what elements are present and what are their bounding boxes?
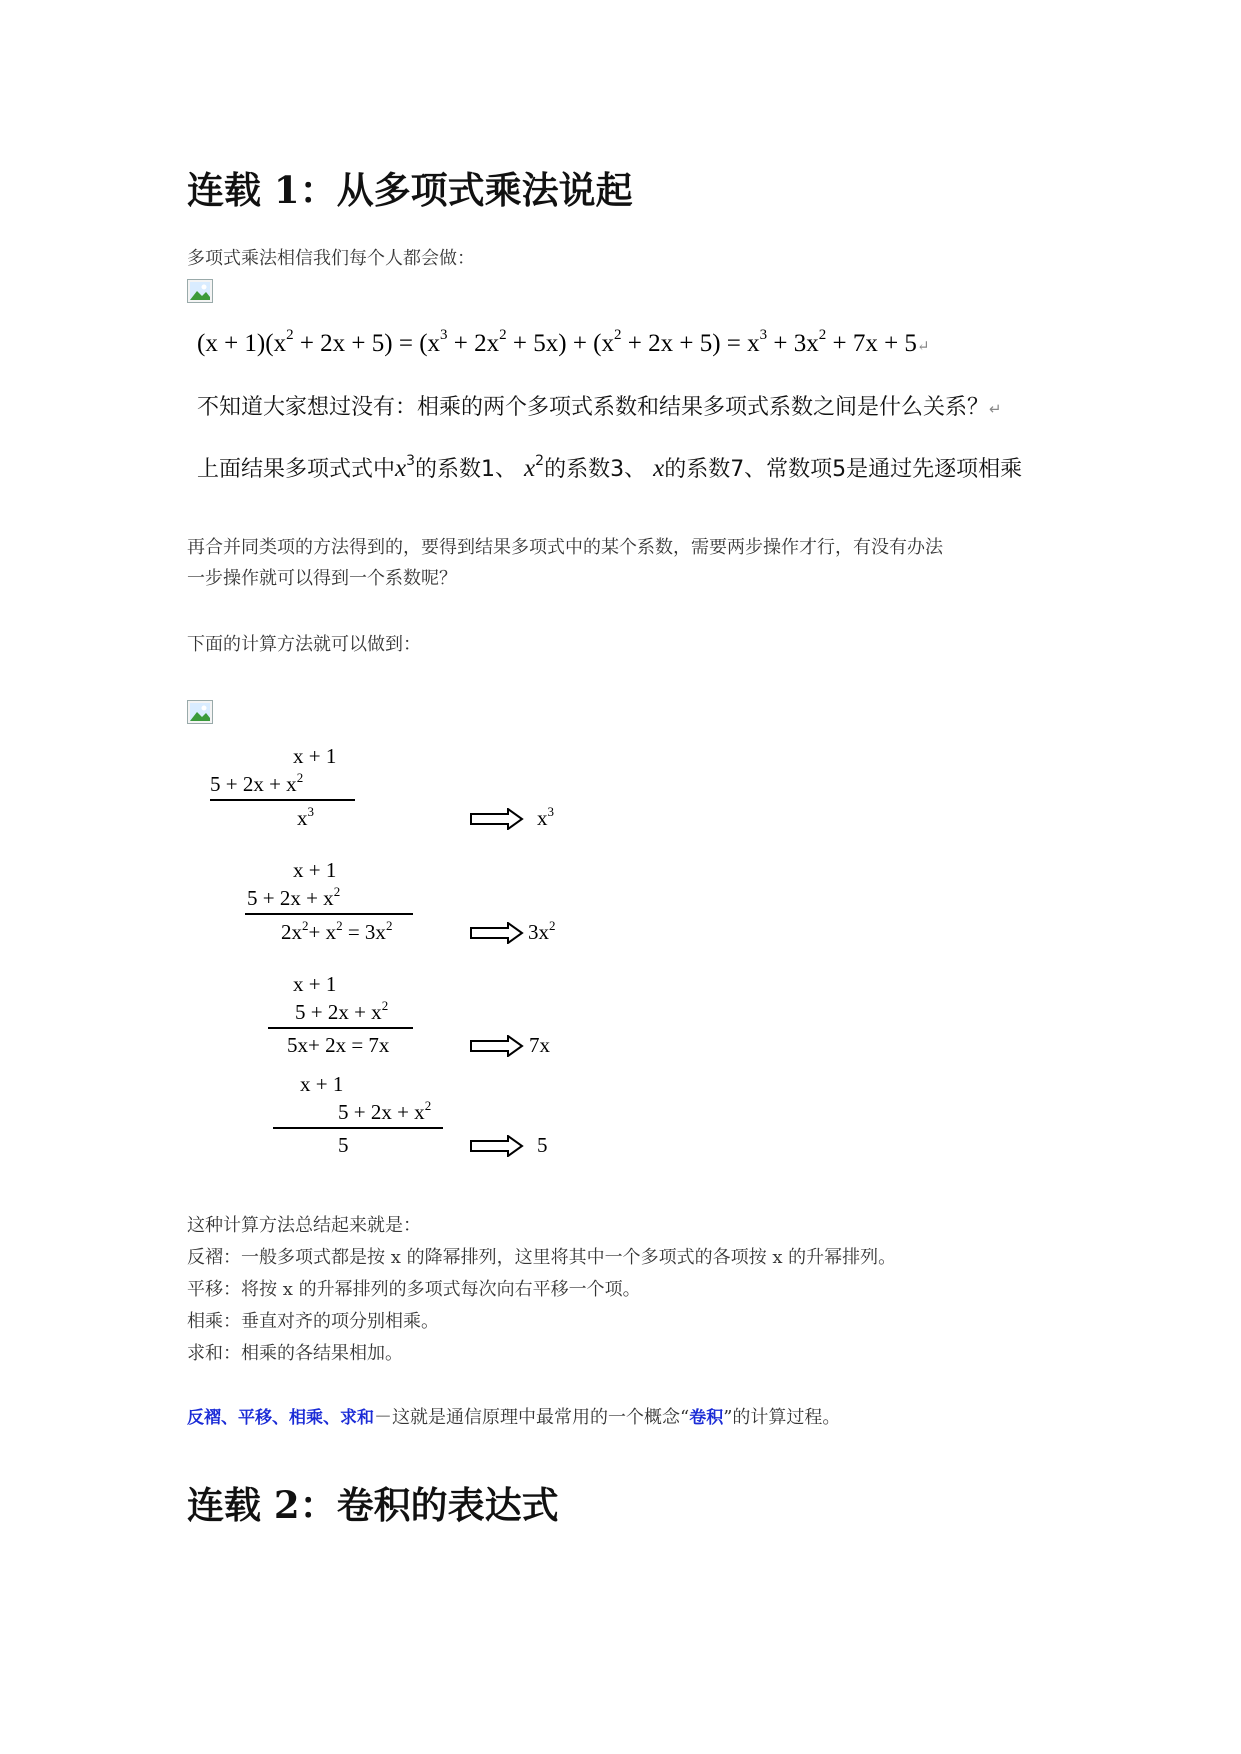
calc-top: x + 1 [293, 858, 337, 882]
summary-title: 这种计算方法总结起来就是： [187, 1215, 421, 1236]
formula-line: $(x + 1)(x^2 + 2x + 5) = (x^3 + 2x^2 + 5x) + (x^2 + 2x + 5) = x^3 + 3x^2 + 7x$ + 5↵ [197, 327, 930, 357]
image-placeholder-icon [187, 700, 213, 724]
return-mark: ↵ [916, 339, 930, 355]
section-title-2: 连载 2：卷积的表达式 [187, 1483, 559, 1527]
section-title-1: 连载 1：从多项式乘法说起 [187, 168, 633, 212]
calc-rule [245, 913, 413, 915]
calc-rule [268, 1027, 413, 1029]
calc-result: $x^3$ [297, 804, 314, 830]
step-item: 相乘：垂直对齐的项分别相乘。 [187, 1311, 439, 1332]
paragraph-line: 下面的计算方法就可以做到： [187, 634, 421, 655]
calc-bottom: $5 + 2x + x^2$ [247, 884, 341, 910]
calc-result: $2x^2+ x^2 = 3x^2$ [281, 918, 393, 944]
step-item: 平移：将按 x 的升幂排列的多项式每次向右平移一个项。 [187, 1279, 641, 1300]
highlight-keyword: 卷积 [689, 1408, 724, 1428]
conclusion-line: 反褶、平移、相乘、求和－这就是通信原理中最常用的一个概念“卷积”的计算过程。 [187, 1407, 841, 1428]
calc-bottom: $5 + 2x + x^2$ [295, 998, 389, 1024]
calc-result: 5x+ 2x = 7x [287, 1033, 390, 1057]
return-mark: ↵ [989, 400, 1002, 418]
calc-bottom: $5 + 2x + x^2$ [210, 770, 304, 796]
intro-text: 多项式乘法相信我们每个人都会做： [187, 248, 475, 269]
coefficient-line: 上面结果多项式式中$x^3$的系数1、 $x^2$的系数3、 x的系数7、常数项5是通过先逐项相乘 [197, 453, 1023, 482]
paragraph-line: 再合并同类项的方法得到的，要得到结果多项式中的某个系数，需要两步操作才行，有没有办法 [187, 537, 943, 558]
question-line: 不知道大家想过没有：相乘的两个多项式系数和结果多项式系数之间是什么关系？↵ [197, 395, 1002, 420]
highlight-steps: 反褶、平移、相乘、求和 [187, 1408, 374, 1428]
calc-bottom: $5 + 2x + x^2$ [338, 1098, 432, 1124]
calc-output: $x^3$ [537, 804, 554, 830]
calc-top: x + 1 [293, 972, 337, 996]
calc-top: x + 1 [293, 744, 337, 768]
paragraph-line: 一步操作就可以得到一个系数呢？ [187, 568, 457, 589]
calc-output: 5 [537, 1133, 548, 1157]
calc-rule [210, 799, 355, 801]
double-arrow-icon [470, 1035, 524, 1061]
calc-output: $3x^2$ [528, 918, 556, 944]
calc-top: x + 1 [300, 1072, 344, 1096]
double-arrow-icon [470, 922, 524, 948]
calc-rule [273, 1127, 443, 1129]
step-item: 求和：相乘的各结果相加。 [187, 1343, 403, 1364]
calc-output: 7x [529, 1033, 550, 1057]
image-placeholder-icon [187, 279, 213, 303]
calc-result: 5 [338, 1133, 349, 1157]
double-arrow-icon [470, 808, 524, 834]
step-item: 反褶：一般多项式都是按 x 的降幂排列，这里将其中一个多项式的各项按 x 的升幂排列。 [187, 1247, 897, 1268]
double-arrow-icon [470, 1135, 524, 1161]
